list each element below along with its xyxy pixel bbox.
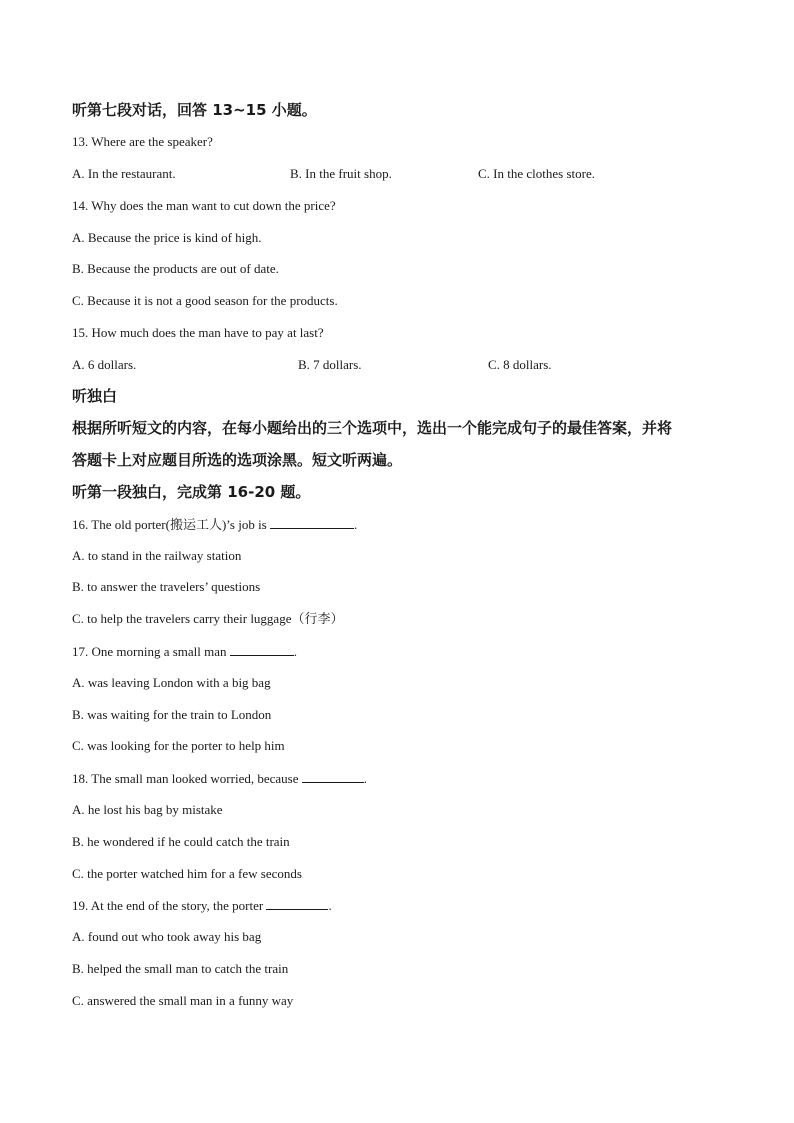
- q16-option-c: C. to help the travelers carry their luggage（行李）: [72, 611, 344, 626]
- q14-option-b: B. Because the products are out of date.: [72, 261, 279, 276]
- q19-period: .: [328, 898, 332, 913]
- q13-option-a: A. In the restaurant.: [72, 166, 176, 181]
- q17-stem-line: [72, 643, 297, 660]
- q13-stem: 13. Where are the speaker?: [72, 134, 213, 149]
- q18-stem-line: [72, 770, 367, 787]
- q19-stem: 19. At the end of the story, the porter: [72, 898, 264, 913]
- q19-answer-blank: [266, 897, 328, 910]
- q16-stem: 16. The old porter(搬运工人)’s job is: [72, 517, 267, 532]
- q19-option-c: C. answered the small man in a funny way: [72, 993, 294, 1008]
- q17-answer-blank: [230, 643, 294, 656]
- q13-option-b: B. In the fruit shop.: [290, 166, 392, 181]
- q17-period: .: [293, 644, 298, 659]
- instructions-line-1: 根据所听短文的内容，在每小题给出的三个选项中，选出一个能完成句子的最佳答案，并将: [72, 419, 673, 437]
- instructions-line-2: 答题卡上对应题目所选的选项涂黑。短文听两遍。: [72, 451, 403, 469]
- q18-period: .: [363, 771, 367, 786]
- q16-option-b: B. to answer the travelers’ questions: [72, 579, 261, 594]
- q16-option-a: A. to stand in the railway station: [72, 548, 242, 563]
- q14-option-c: C. Because it is not a good season for the products.: [72, 293, 338, 308]
- q16-answer-blank: [270, 516, 354, 529]
- q19-stem-line: [72, 897, 332, 914]
- q15-stem: 15. How much does the man have to pay at last?: [72, 325, 324, 340]
- q14-stem: 14. Why does the man want to cut down the price?: [72, 198, 336, 213]
- q18-stem: 18. The small man looked worried, because: [72, 771, 299, 786]
- q15-option-b: B. 7 dollars.: [298, 357, 362, 372]
- q15-option-a: A. 6 dollars.: [72, 357, 137, 372]
- q19-option-a: A. found out who took away his bag: [72, 929, 262, 944]
- section7-heading: 听第七段对话，回答 13~15 小题。: [72, 101, 317, 119]
- q16-stem-line: [72, 516, 357, 533]
- q14-option-a: A. Because the price is kind of high.: [72, 230, 262, 245]
- q17-option-b: B. was waiting for the train to London: [72, 707, 272, 722]
- q15-option-c: C. 8 dollars.: [488, 357, 552, 372]
- q17-option-c: C. was looking for the porter to help him: [72, 738, 285, 753]
- monologue1-heading: 听第一段独白，完成第 16-20 题。: [72, 483, 311, 501]
- q13-option-c: C. In the clothes store.: [478, 166, 595, 181]
- q18-option-c: C. the porter watched him for a few seconds: [72, 866, 302, 881]
- q18-option-a: A. he lost his bag by mistake: [72, 802, 223, 817]
- q19-option-b: B. helped the small man to catch the train: [72, 961, 289, 976]
- q17-stem: 17. One morning a small man: [72, 644, 227, 659]
- q16-period: .: [354, 517, 358, 532]
- q18-option-b: B. he wondered if he could catch the train: [72, 834, 290, 849]
- q17-option-a: A. was leaving London with a big bag: [72, 675, 271, 690]
- monologue-heading: 听独白: [72, 387, 118, 405]
- q18-answer-blank: [302, 770, 364, 783]
